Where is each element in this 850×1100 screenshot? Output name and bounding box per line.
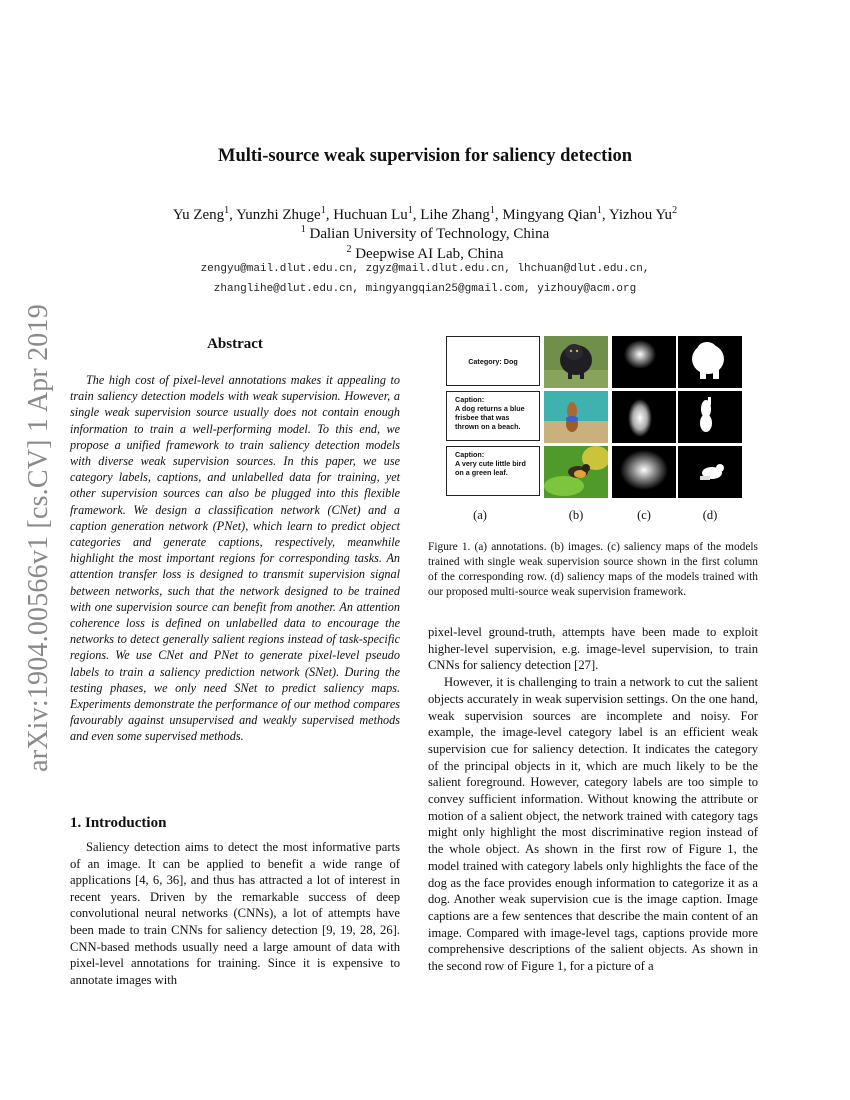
paper-title: Multi-source weak supervision for saliency detection [218,146,632,166]
saliency-map-multi-3 [678,446,742,498]
figure-1 [444,334,760,534]
abstract-text: The high cost of pixel-level annotations makes it appealing to train saliency detection models with weak supervision. However, a single weak supervision source usually does not contain enough information to train a well-performing model. To this end, we propose a unified framework to train saliency detection models with diverse weak supervision sources. In this paper, we use category labels, captions, and unlabelled data for training, yet other supervision sources can also be plugged into this flexible framework. We design a classification network (CNet) and a caption generation network (PNet), which learn to predict object categories and generate captions, respectively, meanwhile highlight the most important regions for corresponding tasks. An attention transfer loss is designed to transmit supervision signal between networks, such that the network designed to be trained with one supervision source can benefit from another. An attention coherence loss is defined on unlabelled data to encourage the networks to detect generally salient regions instead of task-specific regions. We use CNet and PNet to generate pixel-level pseudo labels to train a saliency prediction network (SNet). During the testing phases, we only need SNet to predict saliency maps. Experiments demonstrate the performance of our method compares favourably against unsupervised and weakly supervised methods and even some supervised methods. [70,373,400,744]
saliency-map-single-3 [612,446,676,498]
author: Huchuan Lu$^1$ [333,205,413,223]
author: Yizhou Yu$^2$ [608,205,678,223]
column-label: (c) [637,508,651,522]
email-line-1: zengyu@mail.dlut.edu.cn, zgyz@mail.dlut.edu.cn, lhchuan@dlut.edu.cn, [200,263,650,275]
body-paragraph: pixel-level ground-truth, attempts have been made to exploit higher-level supervision, e.g. image-level supervision, to train CNNs for saliency detection [27]. [428,625,758,673]
author: Yunzhi Zhuge$^1$ [236,205,326,223]
column-label: (d) [702,508,718,522]
image-bird [544,446,608,498]
saliency-map-single-2 [612,391,676,443]
section-heading-introduction: 1. Introduction [70,815,167,831]
image-dog [544,336,608,388]
column-label: (b) [568,508,584,522]
image-dog-frisbee [544,391,608,443]
saliency-map-multi-2 [678,391,742,443]
arxiv-identifier [20,300,58,775]
affiliation-2: $^2$ Deepwise AI Lab, China [346,244,504,262]
column-label: (a) [473,508,487,522]
annotation-caption: Caption: A dog returns a blue frisbee that was thrown on a beach. [446,391,540,441]
author: Yu Zeng$^1$ [172,205,230,223]
figure-1-caption: Figure 1. (a) annotations. (b) images. (c) saliency maps of the models trained with single weak supervision source shown in the first column of the corresponding row. (d) saliency maps of the models trained with our proposed multi-source weak supervision framework. [428,541,758,598]
arxiv-identifier-text: arXiv:1904.00566v1 [cs.CV] 1 Apr 2019 [23,303,54,772]
author: Lihe Zhang$^1$ [420,205,495,223]
saliency-map-single-1 [612,336,676,388]
abstract-heading: Abstract [207,336,263,352]
annotation-category: Category: Dog [446,336,540,386]
body-paragraph: However, it is challenging to train a network to cut the salient objects accurately in weak supervision settings. On the one hand, weak supervision sources are incomplete and noisy. For example, the image-level category label is an efficient weak supervision cue for saliency detection. It indicates the category of the principal objects in it, which are much likely to be the salient foreground. However, category labels are too simple to convey sufficient information. Without knowing the attribute or motion of a salient object, the network trained with category tags might only highlight the most discriminative region instead of the whole object. As shown in the first row of Figure 1, the model trained with category labels only highlights the face of the dog as the face provides enough information to categorize it as a dog. Another weak supervision cue is the image caption. Image captions are a few sentences that describe the main content of an image. Compared with image-level tags, captions provide more comprehensive descriptions of the salient objects. As shown in the second row of Figure 1, for a picture of a [428,675,758,974]
author-list: Yu Zeng$^1$, Yunzhi Zhuge$^1$, Huchuan Lu$^1$, Lihe Zhang$^1$, Mingyang Qian$^1$, Yizhou Yu$^2$ [172,205,678,223]
introduction-paragraph: Saliency detection aims to detect the most informative parts of an image. It can be applied to benefit a wide range of applications [4, 6, 36], and thus has attracted a lot of interest in recent years. Driven by the remarkable success of deep convolutional neural networks (CNNs), a lot of attempts have been made to train CNNs for saliency detection [9, 19, 28, 26]. CNN-based methods usually need a large amount of data with pixel-level annotations for training. Since it is expensive to annotate images with [70,840,400,987]
author: Mingyang Qian$^1$ [502,205,602,223]
email-line-2: zhanglihe@dlut.edu.cn, mingyangqian25@gmail.com, yizhouy@acm.org [213,283,637,295]
saliency-map-multi-1 [678,336,742,388]
annotation-caption: Caption: A very cute little bird on a green leaf. [446,446,540,496]
right-column-text [428,624,758,975]
affiliation-1: $^1$ Dalian University of Technology, China [300,224,550,242]
